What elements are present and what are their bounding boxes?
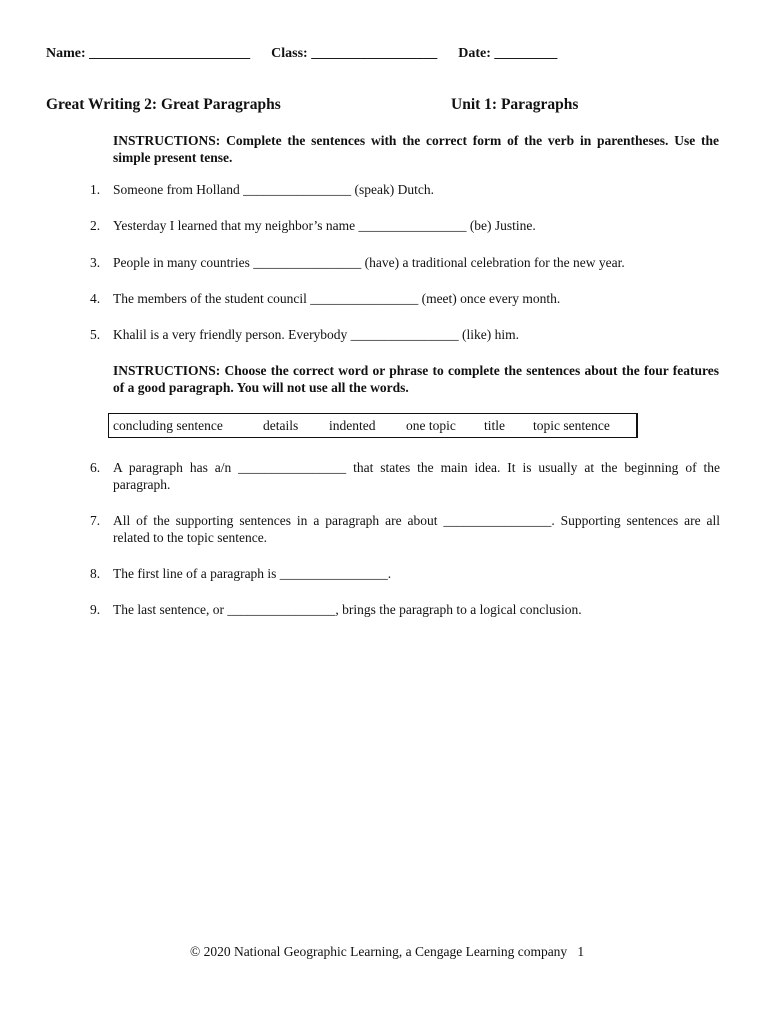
date-label: Date: <box>458 46 491 61</box>
question-text: All of the supporting sentences in a paragraph are about ________________. Supporting sentences are all related to the topic sentence. <box>113 513 720 545</box>
date-blank: _________ <box>494 46 558 61</box>
question-number: 7. <box>90 513 101 528</box>
question-number: 3. <box>90 255 101 270</box>
question-text: Yesterday I learned that my neighbor’s name ________________ (be) Justine. <box>113 218 536 233</box>
question-8 <box>90 565 720 582</box>
book-title: Great Writing 2: Great Paragraphs <box>46 96 281 113</box>
page-number: 1 <box>577 944 585 959</box>
question-number: 2. <box>90 218 101 233</box>
word-bank-item: concluding sentence <box>113 418 223 433</box>
word-bank-item: topic sentence <box>533 418 610 433</box>
copyright-footer <box>0 944 768 960</box>
question-text: A paragraph has a/n ________________ that states the main idea. It is usually at the beginning of the paragraph. <box>113 460 720 492</box>
question-7 <box>90 512 720 546</box>
question-number: 9. <box>90 602 101 617</box>
question-text: People in many countries ________________ (have) a traditional celebration for the new year. <box>113 255 625 270</box>
name-label: Name: <box>46 46 86 61</box>
question-text: Someone from Holland ________________ (speak) Dutch. <box>113 182 434 197</box>
question-2 <box>90 217 720 234</box>
name-blank: _______________________ <box>89 46 251 61</box>
question-text: The members of the student council ________________ (meet) once every month. <box>113 291 561 306</box>
word-bank-item: details <box>263 418 299 433</box>
question-number: 1. <box>90 182 101 197</box>
question-number: 8. <box>90 566 101 581</box>
copyright-text: © 2020 National Geographic Learning, a Cengage Learning company <box>189 944 568 959</box>
question-text: The first line of a paragraph is ________________. <box>113 566 392 581</box>
question-text: The last sentence, or ________________, brings the paragraph to a logical conclusion. <box>113 602 582 617</box>
question-number: 4. <box>90 291 101 306</box>
word-bank <box>108 413 638 438</box>
question-1 <box>90 181 720 198</box>
class-blank: __________________ <box>311 46 438 61</box>
unit-title: Unit 1: Paragraphs <box>451 96 579 113</box>
word-bank-item: title <box>484 418 505 433</box>
word-bank-item: indented <box>329 418 376 433</box>
question-3 <box>90 254 720 271</box>
question-4 <box>90 290 720 307</box>
instructions-section-1: INSTRUCTIONS: Complete the sentences with the correct form of the verb in parentheses. Use the simple present tense. <box>113 133 719 165</box>
question-6 <box>90 459 720 493</box>
class-label: Class: <box>271 46 308 61</box>
question-9 <box>90 601 720 618</box>
instructions-section-2: INSTRUCTIONS: Choose the correct word or phrase to complete the sentences about the four features of a good paragraph. You will not use all the words. <box>113 363 719 395</box>
question-number: 5. <box>90 327 101 342</box>
question-number: 6. <box>90 460 101 475</box>
student-info-line <box>46 46 557 62</box>
question-5 <box>90 326 720 343</box>
question-text: Khalil is a very friendly person. Everybody ________________ (like) him. <box>113 327 520 342</box>
word-bank-item: one topic <box>406 418 456 433</box>
